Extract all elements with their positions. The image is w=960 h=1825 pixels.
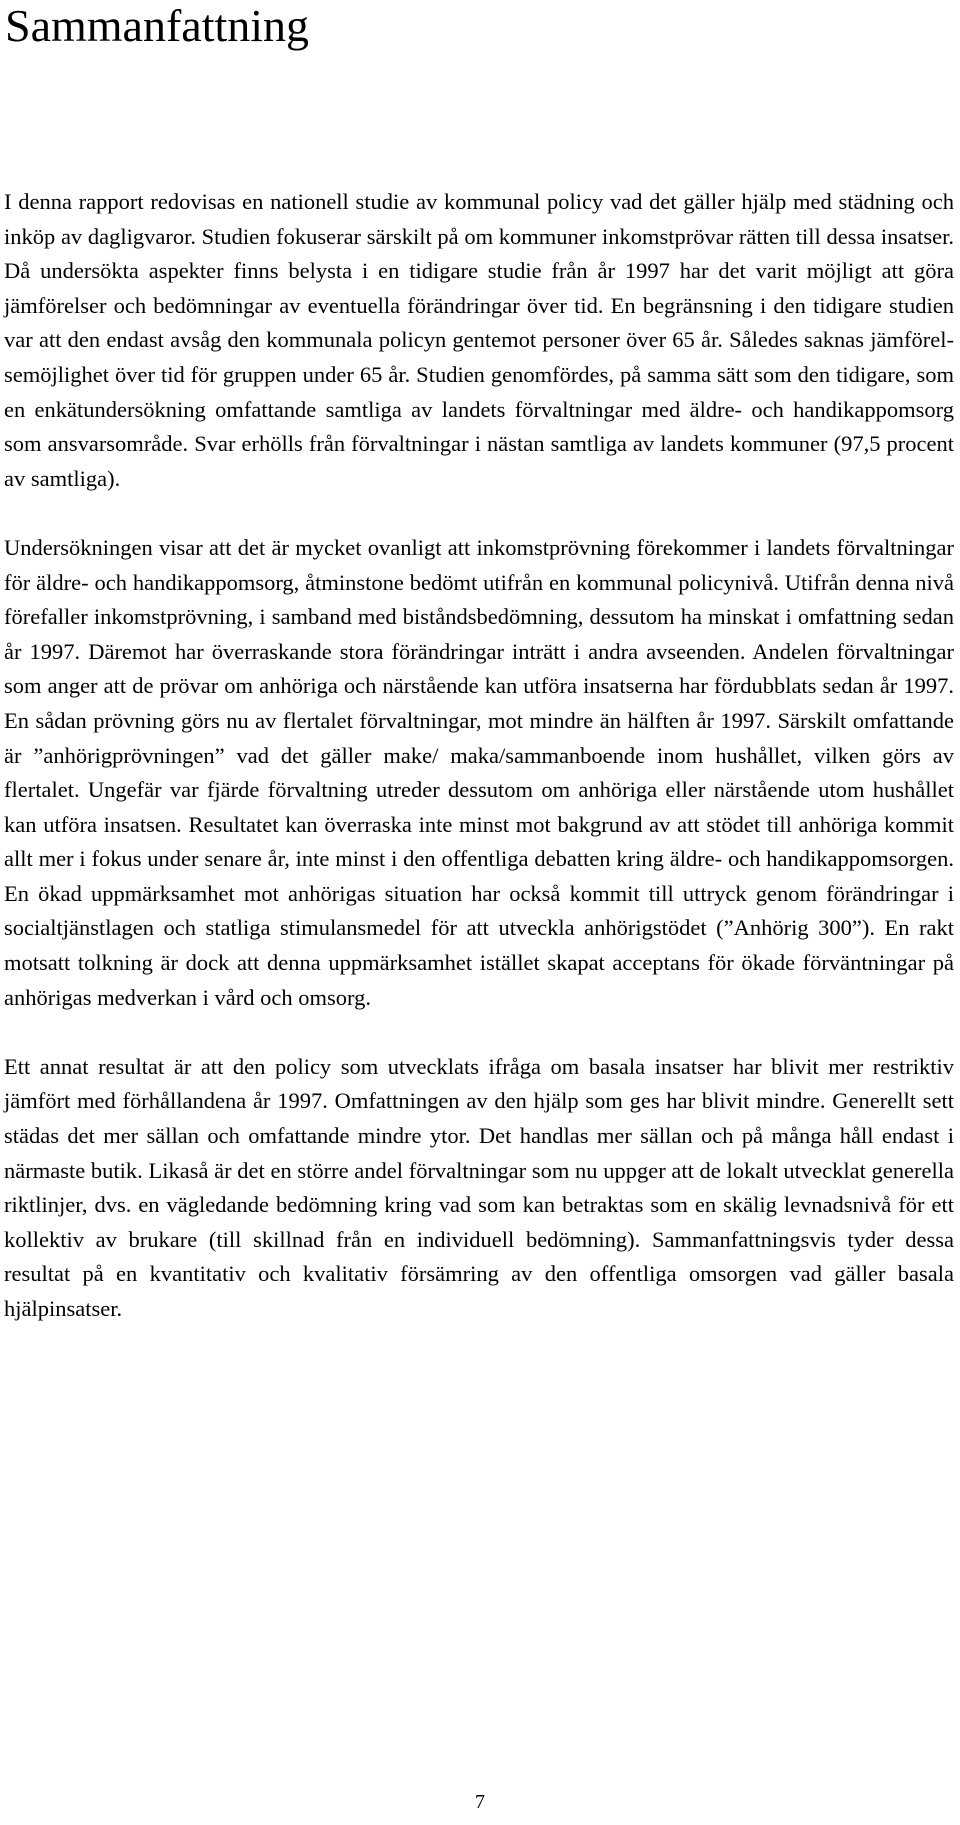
paragraph-3: Ett annat resultat är att den policy som utvecklats ifråga om basala insatser har blivit mer restriktiv jämfört med förhållandena år 1997. Omfattningen av den hjälp som ges har blivit mindre. Generellt sett städas det mer sällan och omfattande mindre ytor. Det handlas mer sällan och på många håll endast i närmaste butik. Likaså är det en större andel förvaltningar som nu uppger att de lokalt utvecklat generella riktlinjer, dvs. en vägledande bedömning kring vad som kan betraktas som en skälig levnadsnivå för ett kollektiv av brukare (till skillnad från en individuell bedömning). Sammanfattningsvis tyder dessa resultat på en kvantitativ och kvalitativ försämring av den offentliga omsorgen vad gäller basala hjälpinsatser. [4,1053,954,1321]
paragraph-2: Undersökningen visar att det är mycket ovanligt att inkomstprövning förekommer i landets förvaltningar för äldre- och handikappomsorg, åtminstone bedömt utifrån en kommunal policynivå. Utifrån denna nivå förefaller inkomstprövning, i samband med biståndsbedömning, dessutom ha minskat i omfattning sedan år 1997. Däremot har överraskande stora förändringar inträtt i andra avseenden. Andelen förvaltningar som anger att de prövar om anhöriga och närstående kan utföra insatserna har fördubblats sedan år 1997. En sådan prövning görs nu av flertalet förvaltningar, mot mindre än hälften år 1997. Särskilt omfattande är ”anhörigprövningen” vad det gäller make/ maka/sammanboende inom hushållet, vilken görs av flertalet. Ungefär var fjärde förvaltning utreder dessutom om anhöriga eller närstående utom hushållet kan utföra insatsen. Resultatet kan överraska inte minst mot bakgrund av att stödet till anhöriga kommit allt mer i fokus under senare år, inte minst i den offentliga debatten kring äldre- och handikappomsorgen. En ökad uppmärksamhet mot anhörigas situation har också kommit till uttryck genom förändringar i socialtjänstlagen och statliga stimulansmedel för att utveckla anhörigstödet (”Anhörig 300”). En rakt motsatt tolkning är dock att denna uppmärksamhet istället skapat acceptans för ökade förväntningar på anhörigas medverkan i vård och omsorg. [4,534,954,1010]
summary-body [4,185,954,1327]
page-number: 7 [475,1791,485,1813]
page-title: Sammanfattning [5,0,310,51]
paragraph-1: I denna rapport redovisas en nationell studie av kommunal policy vad det gäller hjälp med städning och inköp av dagligvaror. Studien fokuserar särskilt på om kommuner inkomstprövar rätten till dessa insatser. Då undersökta aspekter finns belysta i en tidigare studie från år 1997 har det varit möjligt att göra jämförelser och bedömningar av eventuella förändringar över tid. En begränsning i den tidigare studien var att den endast avsåg den kommunala policyn gentemot personer över 65 år. Således saknas jämförelsemöjlighet över tid för gruppen under 65 år. Studien genomfördes, på samma sätt som den tidigare, som en enkätundersökning omfattande samtliga av landets förvaltningar med äldre- och handikappomsorg som ansvarsområde. Svar erhölls från förvaltningar i nästan samtliga av landets kommuner (97,5 procent av samtliga). [4,189,954,491]
